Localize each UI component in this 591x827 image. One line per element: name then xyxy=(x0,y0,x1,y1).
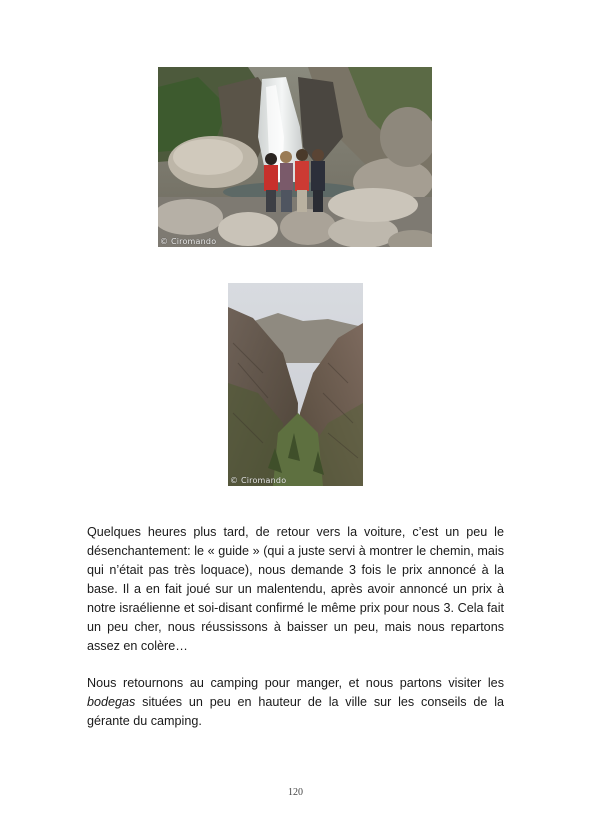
paragraph-1 xyxy=(87,523,504,656)
paragraph-2-before: Nous retournons au camping pour manger, et nous partons visiter les xyxy=(87,676,504,690)
page-number: 120 xyxy=(288,787,303,798)
paragraph-2 xyxy=(87,674,504,731)
canyon-photo xyxy=(228,283,363,486)
paragraph-2-text xyxy=(87,674,504,731)
paragraph-2-after: situées un peu en hauteur de la ville sur les conseils de la gérante du camping. xyxy=(87,695,504,728)
waterfall-photo xyxy=(158,67,432,247)
canyon-image xyxy=(228,283,363,486)
waterfall-image xyxy=(158,67,432,247)
paragraph-1-text: Quelques heures plus tard, de retour vers la voiture, c’est un peu le désenchantement: le « guide » (qui a juste servi à montrer le chemin, mais qui n’était pas très loquace), nous demande 3 fois le prix annoncé à la base. Il a en fait joué sur un malentendu, après avoir annoncé un prix à notre israélienne et soi-disant confirmé le même prix pour nous 3. Cela fait un peu cher, nous réussissons à baisser un peu, mais nous repartons assez en colère… xyxy=(87,525,504,653)
paragraph-2-italic: bodegas xyxy=(87,695,136,709)
photo-watermark: © Ciromando xyxy=(230,476,287,485)
photo-watermark: © Ciromando xyxy=(160,237,217,246)
